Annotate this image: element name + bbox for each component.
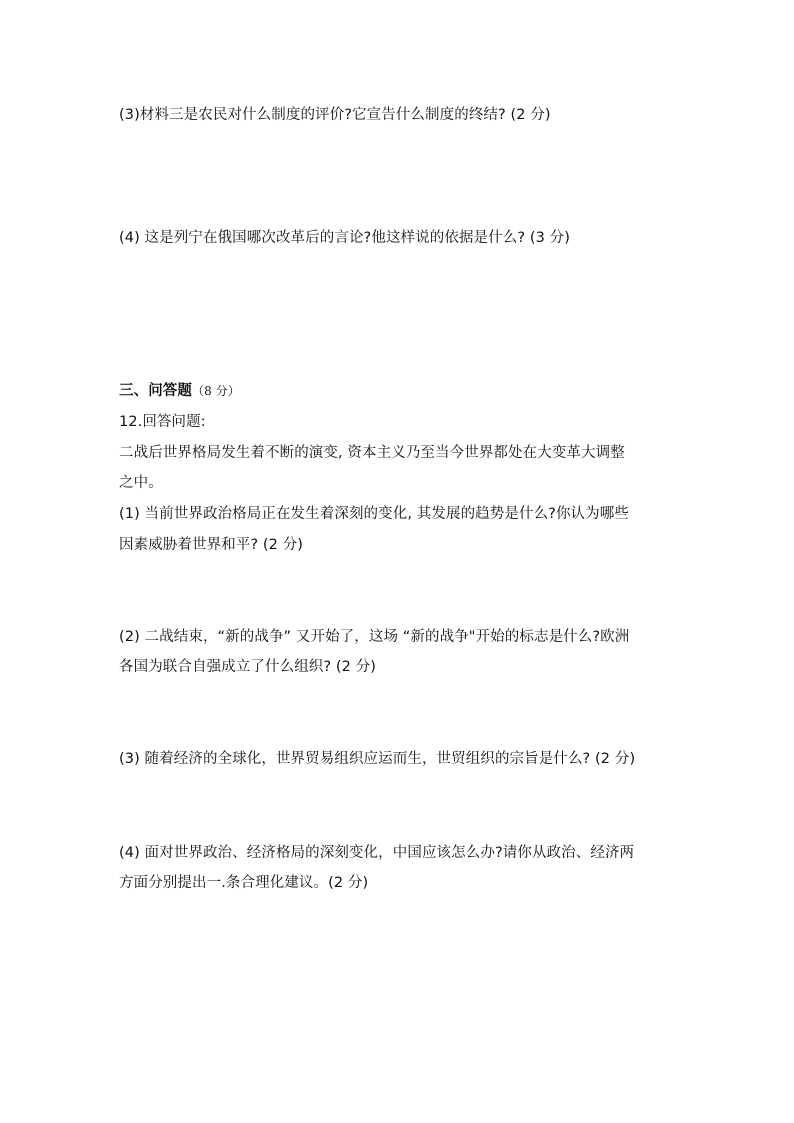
section-heading	[119, 381, 240, 401]
subquestion-4-line-2: 方面分别提出一.条合理化建议。(2 分)	[119, 875, 369, 891]
section-title: 三、问答题	[119, 383, 192, 399]
subquestion-2-line-1: (2) 二战结束，“新的战争” 又开始了，这场 “新的战争"开始的标志是什么?欧洲	[119, 629, 630, 645]
subquestion-3-line-1: (3) 随着经济的全球化，世界贸易组织应运而生，世贸组织的宗旨是什么? (2 分)	[119, 751, 636, 767]
subquestion-4-line-1: (4) 面对世界政治、经济格局的深刻变化，中国应该怎么办?请你从政治、经济两	[119, 845, 635, 861]
subquestion-1-line-2: 因素威胁着世界和平? (2 分)	[119, 537, 304, 553]
question-12-heading: 12.回答问题:	[119, 414, 206, 430]
question-12-intro-line-1: 二战后世界格局发生着不断的演变, 资本主义乃至当今世界都处在大变革大调整	[119, 445, 625, 461]
section-score: （8 分）	[192, 384, 240, 398]
subquestion-2-line-2: 各国为联合自强成立了什么组织? (2 分)	[119, 659, 377, 675]
question-3-text: (3)材料三是农民对什么制度的评价?它宣告什么制度的终结? (2 分)	[119, 107, 551, 123]
question-12-intro-line-2: 之中。	[119, 475, 163, 491]
subquestion-1-line-1: (1) 当前世界政治格局正在发生着深刻的变化, 其发展的趋势是什么?你认为哪些	[119, 506, 629, 522]
question-4-text: (4) 这是列宁在俄国哪次改革后的言论?他这样说的依据是什么? (3 分)	[119, 230, 570, 246]
